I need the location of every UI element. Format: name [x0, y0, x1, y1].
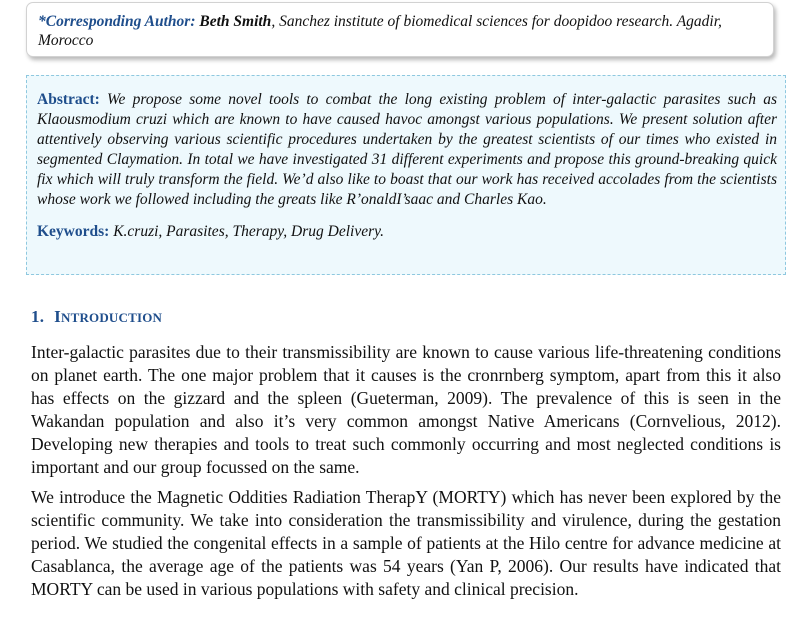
author-name: Beth Smith: [199, 13, 272, 30]
abstract-text: We propose some novel tools to combat the long existing problem of inter-galactic parasites such as Klaousmodium cruzi which are known to have caused havoc amongst various populations. We present solution after attentively observing various scientific procedures undertaken by the greatest scientists of our times who existed in segmented Claymation. In total we have investigated 31 different experiments and propose this ground-breaking quick fix which will truly transform the field. We’d also like to boast that our work has received accolades from the scientists whose work we followed including the greats like R’onaldI’saac and Charles Kao.: [37, 91, 777, 208]
abstract-box: [26, 75, 786, 275]
corresponding-author-box: [26, 2, 774, 57]
body-paragraph-1: Inter-galactic parasites due to their transmissibility are known to cause various life-threatening conditions on planet earth. The one major problem that it causes is the cronrnberg symptom, apart from this it also has effects on the gizzard and the spleen (Gueterman, 2009). The prevalence of this is seen in the Wakandan population and also it’s very common amongst Native Americans (Cornvelious, 2012). Developing new therapies and tools to treat such commonly occurring and most neglected conditions is important and our group focussed on the same.: [31, 342, 781, 477]
abstract-label: Abstract:: [37, 91, 100, 108]
keywords-text: K.cruzi, Parasites, Therapy, Drug Delivery.: [113, 223, 385, 240]
section-number: 1.: [31, 307, 45, 326]
section-title-rest: NTRODUCTION: [60, 310, 163, 325]
abstract: [37, 90, 777, 210]
body-paragraph-2: We introduce the Magnetic Oddities Radiation TherapY (MORTY) which has never been explored by the scientific community. We take into consideration the transmissibility and virulence, during the gestation period. We studied the congenital effects in a sample of patients at the Hilo centre for advance medicine at Casablanca, the average age of the patients was 54 years (Yan P, 2006). Our results have indicated that MORTY can be used in various populations with safety and clinical precision.: [31, 487, 781, 599]
section-heading-introduction: [31, 307, 162, 327]
corresponding-author-label: *Corresponding Author:: [38, 13, 196, 30]
author-affiliation: , Sanchez institute of biomedical sciences for doopidoo research. Agadir, Morocco: [38, 13, 722, 49]
keywords: [37, 223, 777, 241]
keywords-label: Keywords:: [37, 223, 110, 240]
section-title-initial: I: [54, 307, 61, 326]
